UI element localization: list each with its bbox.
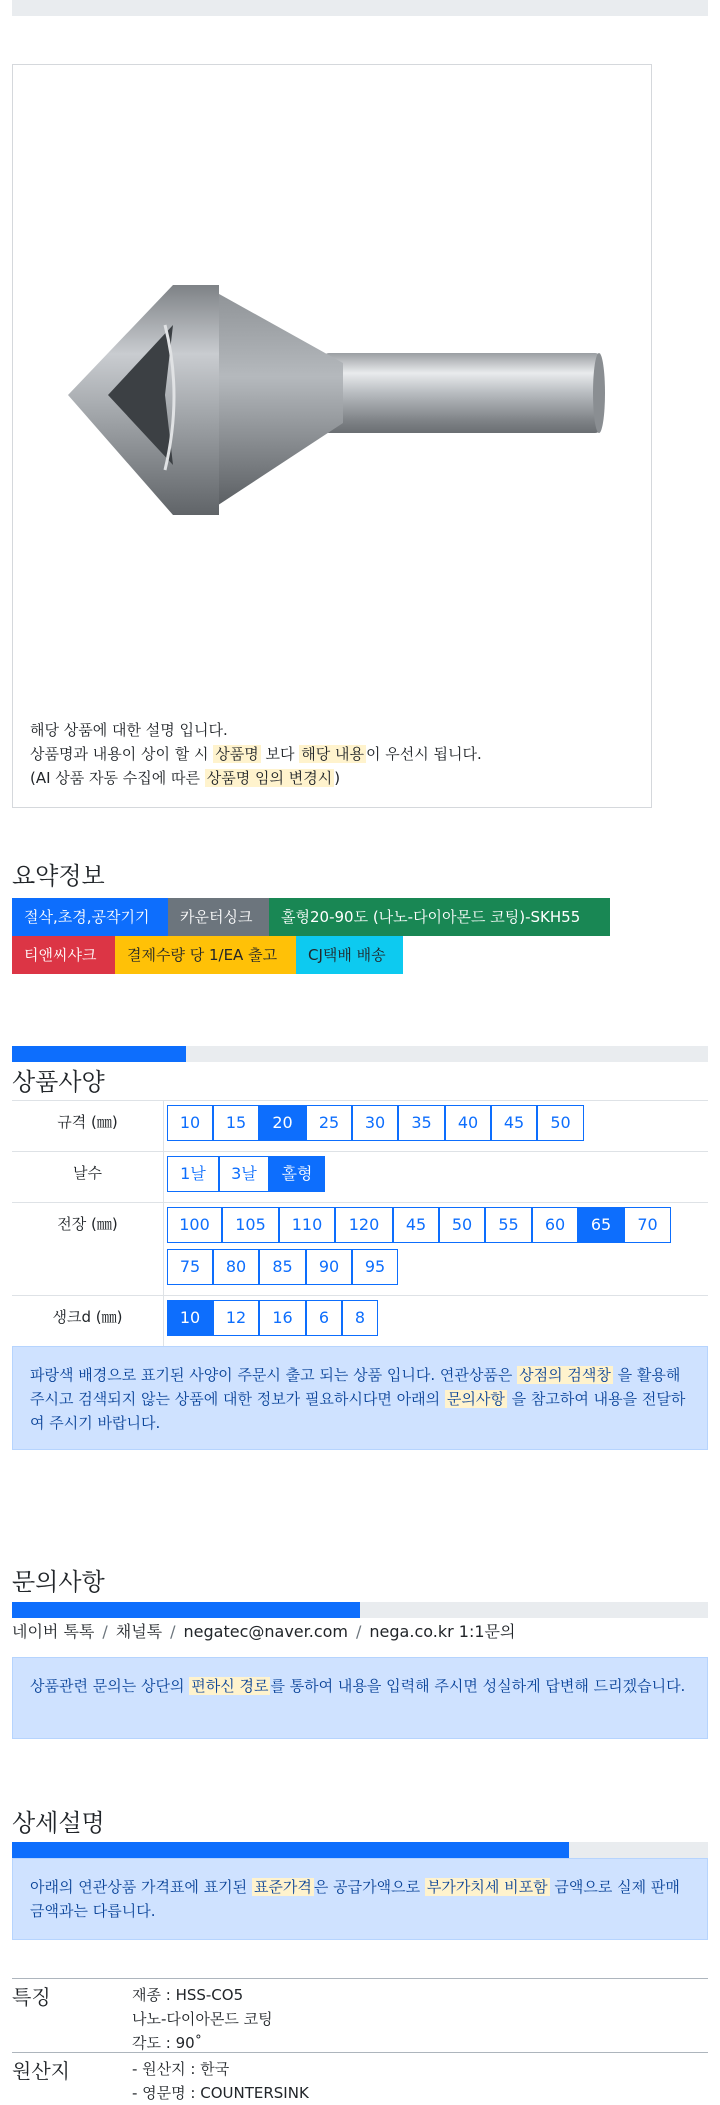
option-length-110[interactable]: 110 [279, 1207, 335, 1243]
option-shank-16[interactable]: 16 [259, 1300, 306, 1336]
features-row [12, 1978, 708, 2052]
detail-title: 상세설명 [12, 1809, 105, 1837]
option-size-25[interactable]: 25 [306, 1105, 352, 1141]
option-size-10[interactable]: 10 [167, 1105, 213, 1141]
inquiry-title: 문의사항 [12, 1568, 105, 1596]
countersink-product-image [13, 245, 653, 665]
desc-text: ) [334, 769, 341, 787]
badge-type: 카운터싱크 [168, 898, 269, 936]
option-shank-6[interactable]: 6 [306, 1300, 342, 1336]
desc-text: 이 우선시 됩니다. [365, 745, 482, 763]
notice-text: 를 통하여 내용을 입력해 주시면 성실하게 답변해 드리겠습니다. [270, 1677, 686, 1695]
option-size-35[interactable]: 35 [398, 1105, 445, 1141]
option-length-85[interactable]: 85 [259, 1249, 306, 1285]
option-shank-8[interactable]: 8 [342, 1300, 378, 1336]
separator: / [102, 1622, 108, 1641]
option-length-70[interactable]: 70 [624, 1207, 671, 1243]
feature-item: 각도 : 90˚ [132, 2034, 203, 2052]
spec-label: 생크d (㎜) [12, 1296, 164, 1346]
badge-category: 절삭,초경,공작기기 [12, 898, 168, 936]
separator: / [356, 1622, 362, 1641]
separator: / [170, 1622, 176, 1641]
spec-title: 상품사양 [12, 1068, 105, 1096]
origin-list [132, 2057, 309, 2105]
notice-text: 상품관련 문의는 상단의 [30, 1677, 190, 1695]
option-length-45[interactable]: 45 [393, 1207, 439, 1243]
option-size-20[interactable]: 20 [259, 1105, 306, 1141]
inquiry-progress-fill [12, 1602, 360, 1618]
option-length-80[interactable]: 80 [213, 1249, 259, 1285]
spec-progress-bar [12, 1046, 708, 1062]
highlight-inquiry: 문의사항 [446, 1390, 505, 1408]
option-size-40[interactable]: 40 [445, 1105, 491, 1141]
origin-item: - 원산지 : 한국 [132, 2060, 230, 2078]
option-flute-hole[interactable]: 홀형 [269, 1156, 325, 1192]
option-length-90[interactable]: 90 [306, 1249, 352, 1285]
option-shank-12[interactable]: 12 [213, 1300, 259, 1336]
highlight-name-change: 상품명 임의 변경시 [206, 769, 333, 787]
notice-text: 아래의 연관상품 가격표에 표기된 [30, 1878, 252, 1896]
highlight-vat: 부가가치세 비포함 [426, 1878, 548, 1896]
option-length-50[interactable]: 50 [439, 1207, 485, 1243]
option-length-95[interactable]: 95 [352, 1249, 398, 1285]
inquiry-progress-bar [12, 1602, 708, 1618]
detail-progress-fill [12, 1842, 569, 1858]
notice-text: 을 활용해 주시고 검색되지 않는 상품에 대한 정보가 필요하시다면 아래의 [30, 1366, 681, 1408]
option-size-30[interactable]: 30 [352, 1105, 398, 1141]
notice-text: 을 참고하여 내용을 전달하여 주시기 바랍니다. [30, 1390, 686, 1432]
spec-label: 전장 (㎜) [12, 1203, 164, 1295]
notice-text: 은 공급가액으로 [313, 1878, 425, 1896]
link-naver-talk[interactable]: 네이버 톡톡 [12, 1622, 95, 1641]
top-strip [12, 0, 708, 16]
link-email[interactable]: negatec@naver.com [183, 1622, 349, 1641]
origin-item: - 영문명 : COUNTERSINK [132, 2084, 309, 2102]
highlight-route: 편하신 경로 [191, 1677, 269, 1695]
features-label: 특징 [12, 1985, 51, 2009]
origin-row [12, 2052, 708, 2101]
desc-text: 보다 [260, 745, 300, 763]
inquiry-links [12, 1619, 515, 1642]
option-size-50[interactable]: 50 [537, 1105, 584, 1141]
highlight-standard-price: 표준가격 [253, 1878, 312, 1896]
option-length-75[interactable]: 75 [167, 1249, 213, 1285]
option-length-60[interactable]: 60 [532, 1207, 578, 1243]
desc-text: 상품명과 내용이 상이 할 시 [30, 745, 214, 763]
product-image-card [12, 64, 652, 808]
badge-shipping: CJ택배 배송 [296, 936, 403, 974]
spec-label: 날수 [12, 1152, 164, 1202]
badge-brand: 티앤씨샤크 [12, 936, 115, 974]
option-length-100[interactable]: 100 [167, 1207, 222, 1243]
summary-title: 요약정보 [12, 862, 105, 890]
notice-text: 금액으로 실제 판매금액과는 다릅니다. [30, 1878, 680, 1920]
highlight-product-name: 상품명 [215, 745, 259, 763]
spec-row-flutes [12, 1151, 708, 1202]
badge-model: 홀형20-90도 (나노-다이아몬드 코팅)-SKH55 [269, 898, 610, 936]
link-channel-talk[interactable]: 채널톡 [115, 1622, 163, 1641]
spec-notice [12, 1346, 708, 1450]
highlight-search: 상점의 검색창 [519, 1366, 611, 1384]
option-shank-10[interactable]: 10 [167, 1300, 213, 1336]
badge-quantity: 결제수량 당 1/EA 출고 [115, 936, 296, 974]
option-length-65[interactable]: 65 [578, 1207, 624, 1243]
highlight-content: 해당 내용 [301, 745, 364, 763]
option-length-120[interactable]: 120 [335, 1207, 393, 1243]
inquiry-notice [12, 1657, 708, 1739]
features-list [132, 1983, 273, 2055]
desc-line-2 [30, 742, 482, 766]
notice-text: 파랑색 배경으로 표기된 사양이 주문시 출고 되는 상품 입니다. 연관상품은 [30, 1366, 518, 1384]
desc-text: (AI 상품 자동 수집에 따른 [30, 769, 205, 787]
detail-progress-bar [12, 1842, 708, 1858]
product-description [30, 718, 482, 790]
option-length-105[interactable]: 105 [222, 1207, 279, 1243]
desc-line-1: 해당 상품에 대한 설명 입니다. [30, 721, 228, 739]
spec-label: 규격 (㎜) [12, 1101, 164, 1151]
detail-notice [12, 1858, 708, 1940]
feature-item: 나노-다이아몬드 코팅 [132, 2010, 273, 2028]
feature-item: 재종 : HSS-CO5 [132, 1986, 244, 2004]
origin-label: 원산지 [12, 2059, 70, 2083]
option-size-15[interactable]: 15 [213, 1105, 259, 1141]
desc-line-3 [30, 766, 482, 790]
option-flute-1[interactable]: 1날 [167, 1156, 219, 1192]
option-length-55[interactable]: 55 [485, 1207, 532, 1243]
option-flute-3[interactable]: 3날 [219, 1156, 269, 1192]
spec-progress-fill [12, 1046, 186, 1062]
option-size-45[interactable]: 45 [491, 1105, 537, 1141]
link-site-inquiry[interactable]: nega.co.kr 1:1문의 [369, 1622, 516, 1641]
